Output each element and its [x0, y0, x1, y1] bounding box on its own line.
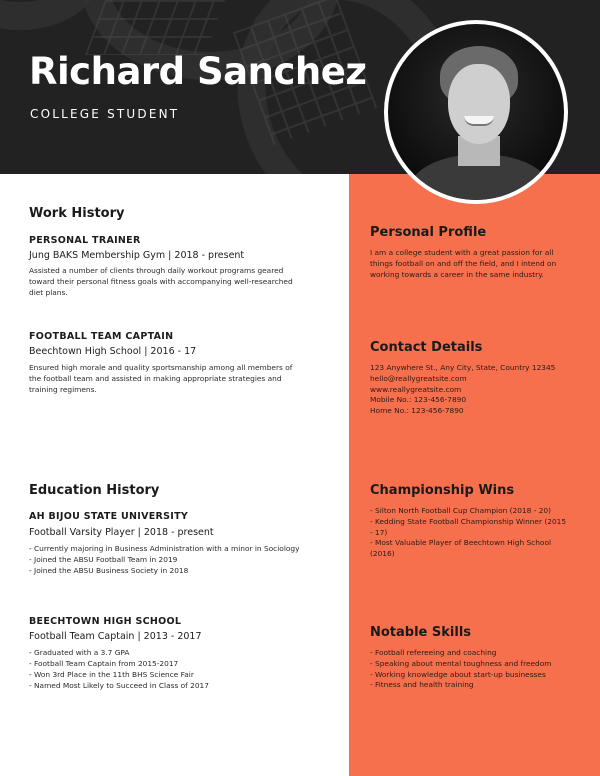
- championship-wins-heading: Championship Wins: [370, 483, 515, 498]
- job-description-line: training regimens.: [29, 385, 97, 394]
- skill-item: - Fitness and health training: [370, 680, 474, 690]
- school-name: AH BIJOU STATE UNIVERSITY: [29, 511, 189, 522]
- school-item: - Football Team Captain from 2015-2017: [29, 659, 179, 668]
- job-title: FOOTBALL TEAM CAPTAIN: [29, 331, 174, 342]
- notable-skills-list: [370, 648, 551, 691]
- contact-email[interactable]: hello@reallygreatsite.com: [370, 373, 467, 383]
- job-subtitle: Jung BAKS Membership Gym | 2018 - present: [29, 250, 245, 261]
- championship-wins-list: [370, 506, 566, 560]
- work-history-heading: Work History: [29, 206, 125, 221]
- profile-photo: [384, 20, 568, 204]
- education-history-heading: Education History: [29, 483, 160, 498]
- background-coffer-decoration: [85, 0, 225, 55]
- job-description-line: toward their personal fitness goals with accompanying well-researched: [29, 277, 293, 286]
- school-name: BEECHTOWN HIGH SCHOOL: [29, 616, 182, 627]
- school-item: - Joined the ABSU Business Society in 2018: [29, 566, 189, 575]
- job-description: [29, 265, 293, 298]
- job-subtitle: Beechtown High School | 2016 - 17: [29, 346, 197, 357]
- school-item: - Named Most Likely to Succeed in Class of 2017: [29, 681, 209, 690]
- job-description-line: Assisted a number of clients through daily workout programs geared: [29, 266, 284, 275]
- profile-line: things football on and off the field, and I intend on: [370, 258, 557, 268]
- contact-details: [370, 363, 555, 417]
- school-item: - Won 3rd Place in the 11th BHS Science Fair: [29, 670, 194, 679]
- contact-details-heading: Contact Details: [370, 340, 483, 355]
- job-description-line: diet plans.: [29, 288, 68, 297]
- job-description: [29, 362, 292, 395]
- championship-line: (2016): [370, 549, 395, 559]
- school-item: - Joined the ABSU Football Team in 2019: [29, 555, 178, 564]
- personal-profile-heading: Personal Profile: [370, 225, 487, 240]
- job-description-line: the football team and assisted in making appropriate strategies and: [29, 374, 282, 383]
- profile-line: I am a college student with a great passion for all: [370, 248, 554, 257]
- profile-photo-image: [388, 24, 564, 200]
- championship-line: - Silton North Football Cup Champion (2018 - 20): [370, 506, 551, 515]
- school-subtitle: Football Varsity Player | 2018 - present: [29, 527, 214, 538]
- championship-line: - Most Valuable Player of Beechtown High School: [370, 538, 552, 548]
- contact-mobile: Mobile No.: 123-456-7890: [370, 395, 467, 405]
- school-items: [29, 647, 209, 691]
- background-arch-decoration: [0, 0, 100, 30]
- championship-line: - 17): [370, 527, 388, 537]
- profile-line: working towards a career in the same industry.: [370, 269, 544, 279]
- skill-item: - Football refereeing and coaching: [370, 648, 497, 657]
- skill-item: - Speaking about mental toughness and freedom: [370, 658, 552, 668]
- job-title: PERSONAL TRAINER: [29, 235, 141, 246]
- championship-line: - Kedding State Football Championship Winner (2015: [370, 516, 567, 526]
- personal-profile-text: [370, 248, 556, 280]
- contact-address: 123 Anywhere St., Any City, State, Country 12345: [370, 363, 556, 372]
- candidate-name: Richard Sanchez: [29, 50, 367, 93]
- contact-website[interactable]: www.reallygreatsite.com: [370, 384, 462, 394]
- candidate-role: COLLEGE STUDENT: [30, 107, 180, 121]
- notable-skills-heading: Notable Skills: [370, 625, 472, 640]
- school-items: [29, 543, 299, 576]
- job-description-line: Ensured high morale and quality sportsmanship among all members of: [29, 363, 293, 372]
- photo-face: [448, 64, 510, 144]
- school-subtitle: Football Team Captain | 2013 - 2017: [29, 631, 202, 642]
- skill-item: - Working knowledge about start-up businesses: [370, 669, 546, 679]
- school-item: - Currently majoring in Business Administration with a minor in Sociology: [29, 544, 300, 553]
- school-item: - Graduated with a 3.7 GPA: [29, 648, 130, 657]
- contact-home: Home No.: 123-456-7890: [370, 406, 464, 416]
